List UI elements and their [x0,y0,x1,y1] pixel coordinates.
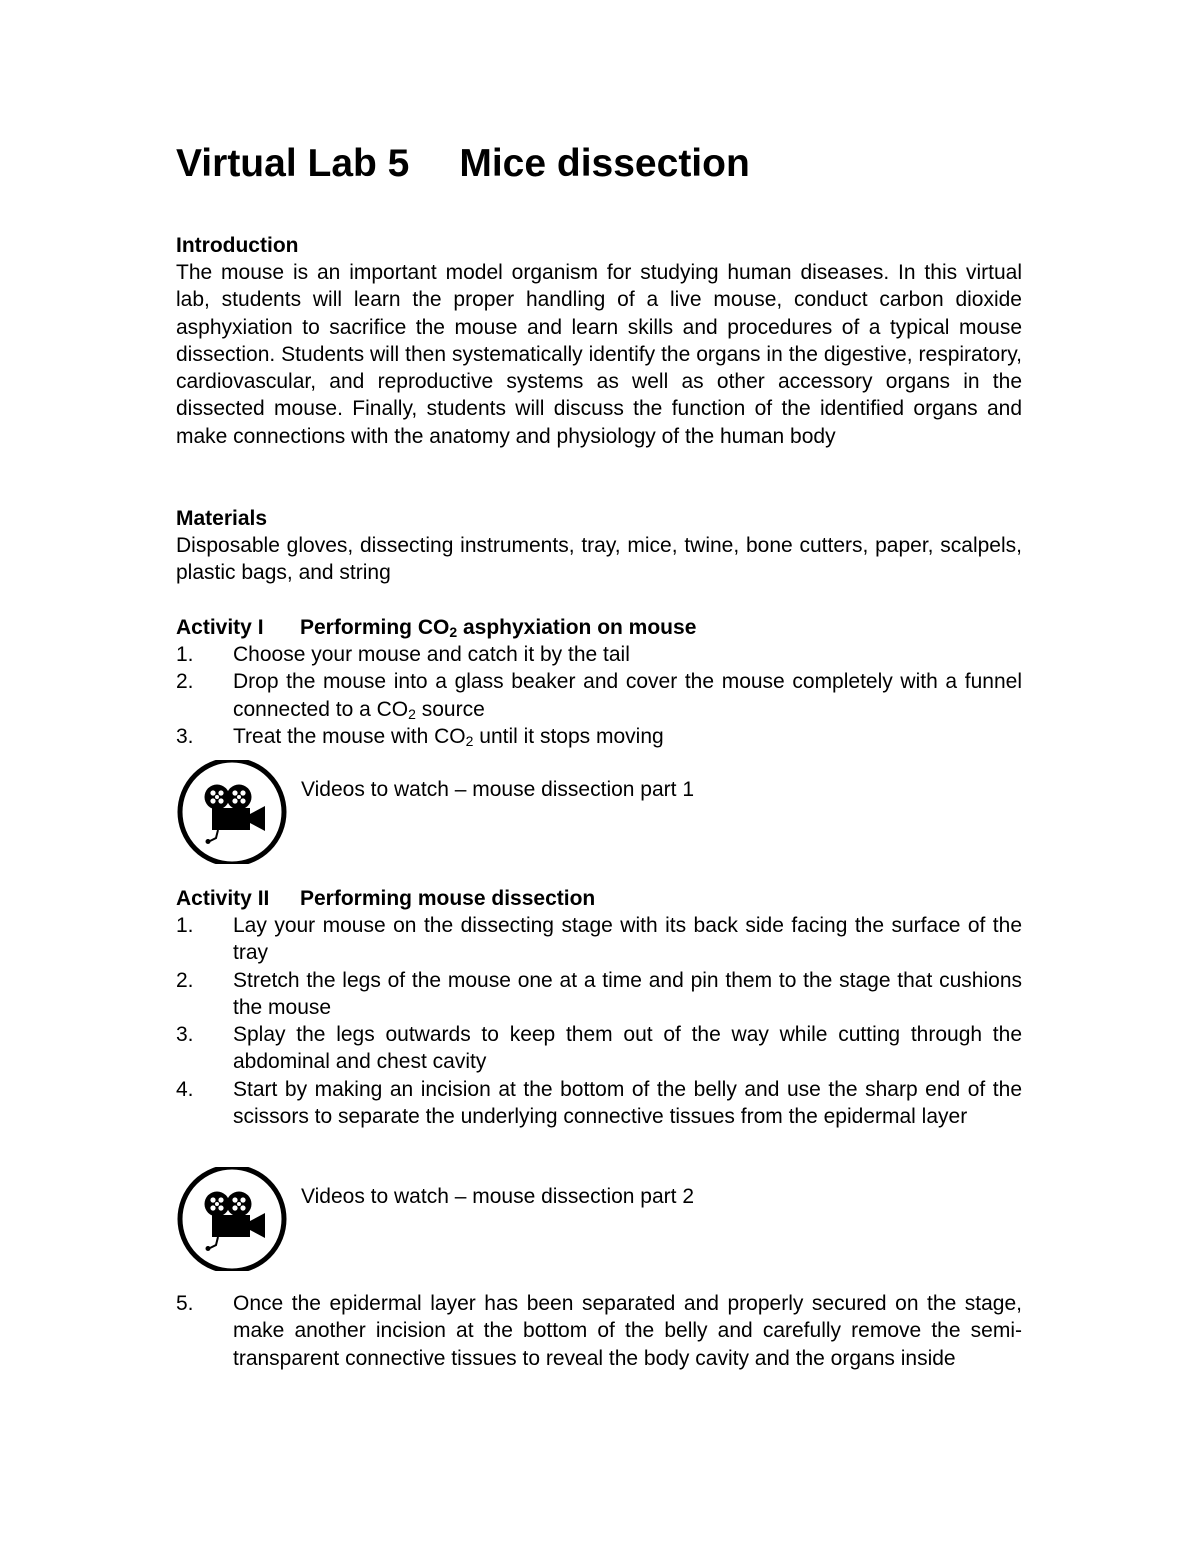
activity-2-step-5 [176,1290,1022,1372]
materials-section [176,505,1022,587]
list-item: 3. Splay the legs outwards to keep them out of the way while cutting through the abdominal and chest cavity [176,1023,1022,1074]
activity-1-steps [176,641,1022,750]
activity-2-steps [176,912,1022,1130]
introduction-heading: Introduction [176,234,299,257]
activity-2-label: Activity II [176,887,270,910]
list-item: 3. Treat the mouse with $CO_2$ until it stops moving [176,724,664,749]
activity-2-heading [176,885,1022,912]
introduction-text: The mouse is an important model organism for studying human diseases. In this virtual lab, students will learn the proper handling of a live mouse, conduct carbon dioxide asphyxiation to sacrifice the mouse and learn skills and procedures of a typical mouse dissection. Students will then systematically identify the organs in the digestive, respiratory, cardiovascular, and reproductive systems as well as other accessory organs in the dissected mouse. Finally, students will discuss the function of the identified organs and make connections with the anatomy and physiology of the human body [176,261,1022,448]
activity-2-section [176,885,1022,1130]
list-item: 2. Stretch the legs of the mouse one at a time and pin them to the stage that cushions the mouse [176,968,1022,1019]
list-item: 2. Drop the mouse into a glass beaker and cover the mouse completely with a funnel connected to a $CO_2$ source [176,670,1022,722]
materials-heading: Materials [176,507,268,530]
video-link-text-part-1[interactable]: Videos to watch – mouse dissection part 1 [301,778,695,801]
list-item: 1. Choose your mouse and catch it by the tail [176,643,630,666]
activity-1-section [176,614,1022,750]
title-lab-number: Virtual Lab 5 [176,142,410,185]
activity-2-steps-continued [176,1290,1022,1372]
activity-1-title: Performing $CO_2$ asphyxiation on mouse [300,616,697,640]
video-camera-icon [176,1167,288,1271]
activity-1-heading [176,614,1022,641]
video-camera-icon [176,760,288,864]
introduction-section [176,232,1022,450]
video-link-text-part-2[interactable]: Videos to watch – mouse dissection part 2 [301,1185,695,1208]
list-item: 4. Start by making an incision at the bottom of the belly and use the sharp end of the scissors to separate the underlying connective tissues from the epidermal layer [176,1077,1022,1129]
document-title [176,140,750,188]
materials-text: Disposable gloves, dissecting instruments, tray, mice, twine, bone cutters, paper, scalpels, plastic bags, and string [176,534,1022,585]
video-link-part-2[interactable] [176,1167,1022,1277]
activity-1-label: Activity I [176,616,264,639]
activity-2-title: Performing mouse dissection [300,887,596,910]
title-topic: Mice dissection [459,142,750,185]
video-link-part-1[interactable] [176,760,1022,870]
list-item: 5. Once the epidermal layer has been separated and properly secured on the stage, make another incision at the bottom of the belly and carefully remove the semi-transparent connective tissues to reveal the body cavity and the organs inside [176,1292,1022,1370]
list-item: 1. Lay your mouse on the dissecting stage with its back side facing the surface of the tray [176,914,1022,965]
